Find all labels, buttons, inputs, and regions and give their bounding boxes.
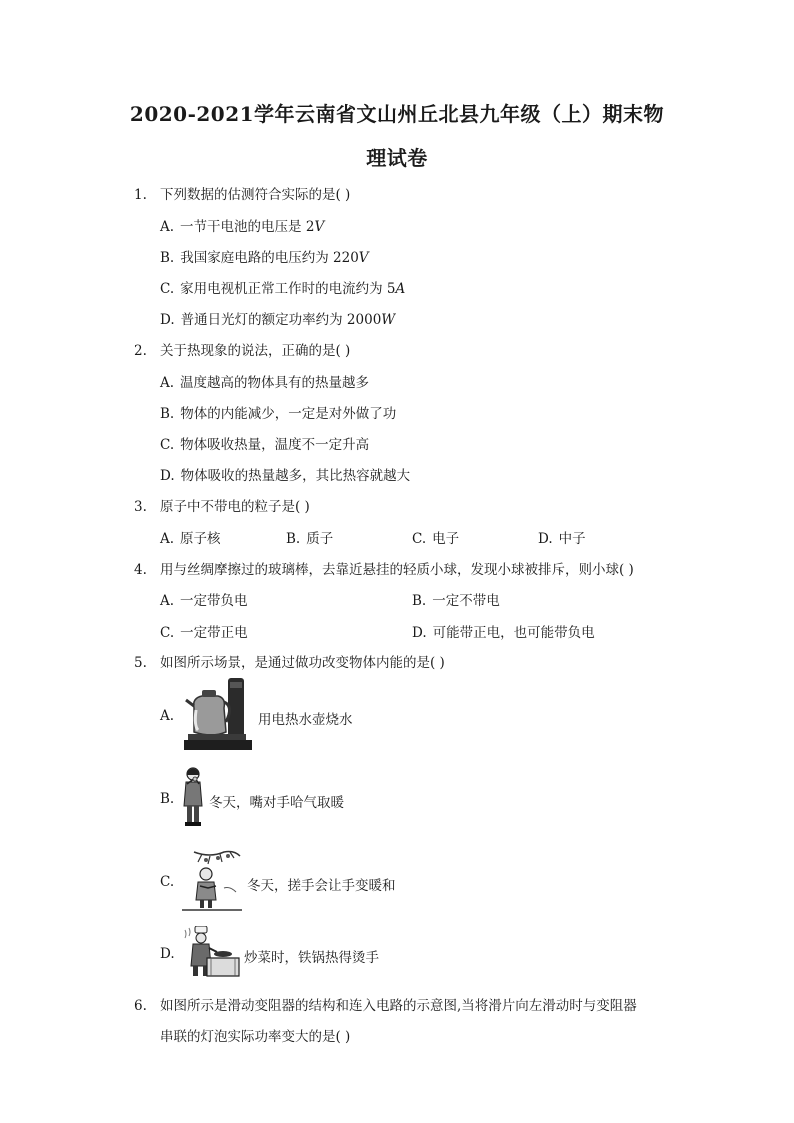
q2-option-b[interactable]: B. 物体的内能减少，一定是对外做了功: [160, 406, 397, 422]
q5-option-a-letter[interactable]: A.: [160, 708, 175, 724]
question-5: 5. 如图所示场景，是通过做功改变物体内能的是( ): [134, 655, 445, 671]
question-stem: 下列数据的估测符合实际的是( ): [160, 187, 351, 203]
q2-option-d[interactable]: D. 物体吸收的热量越多，其比热容就越大: [160, 468, 411, 484]
q1-option-c[interactable]: C. 家用电视机正常工作时的电流约为 5A: [160, 281, 406, 297]
question-6-line2: 串联的灯泡实际功率变大的是( ): [160, 1029, 351, 1045]
q5-option-d-letter[interactable]: D.: [160, 946, 175, 962]
q5-option-d-text: 炒菜时，铁锅热得烫手: [244, 950, 379, 966]
q1-option-a[interactable]: A. 一节干电池的电压是 2V: [160, 219, 325, 235]
question-4: 4. 用与丝绸摩擦过的玻璃棒，去靠近悬挂的轻质小球，发现小球被排斥，则小球( ): [134, 562, 634, 578]
q3-option-b[interactable]: B. 质子: [286, 531, 334, 547]
page-title-line1: 2020-2021学年云南省文山州丘北县九年级（上）期末物: [129, 102, 665, 126]
q3-option-a[interactable]: A. 原子核: [160, 531, 221, 547]
q5-option-b-letter[interactable]: B.: [160, 791, 175, 807]
person-rubbing-hands-icon: [180, 848, 244, 914]
chef-stove-icon: [181, 926, 241, 980]
q1-option-d[interactable]: D. 普通日光灯的额定功率约为 2000W: [160, 312, 396, 328]
electric-kettle-icon: [182, 676, 254, 752]
q5-option-c-text: 冬天，搓手会让手变暖和: [247, 878, 396, 894]
question-2: 2. 关于热现象的说法，正确的是( ): [134, 343, 351, 359]
question-number: 1.: [134, 187, 147, 203]
q3-option-c[interactable]: C. 电子: [412, 531, 460, 547]
q4-option-c[interactable]: C. 一定带正电: [160, 625, 248, 641]
q1-option-b[interactable]: B. 我国家庭电路的电压约为 220V: [160, 250, 369, 266]
q3-option-d[interactable]: D. 中子: [538, 531, 586, 547]
page-title-line2: 理试卷: [366, 146, 428, 170]
q4-option-d[interactable]: D. 可能带正电，也可能带负电: [412, 625, 595, 641]
person-breathing-on-hands-icon: [181, 766, 207, 830]
q4-option-a[interactable]: A. 一定带负电: [160, 593, 248, 609]
question-6: 6. 如图所示是滑动变阻器的结构和连入电路的示意图,当将滑片向左滑动时与变阻器: [134, 998, 637, 1014]
question-1: [134, 183, 350, 203]
q4-option-b[interactable]: B. 一定不带电: [412, 593, 500, 609]
q2-option-c[interactable]: C. 物体吸收热量，温度不一定升高: [160, 437, 370, 453]
q2-option-a[interactable]: A. 温度越高的物体具有的热量越多: [160, 375, 370, 391]
question-3: 3. 原子中不带电的粒子是( ): [134, 499, 310, 515]
q5-option-c-letter[interactable]: C.: [160, 874, 175, 890]
q5-option-b-text: 冬天，嘴对手哈气取暖: [209, 795, 344, 811]
q5-option-a-text: 用电热水壶烧水: [258, 712, 353, 728]
